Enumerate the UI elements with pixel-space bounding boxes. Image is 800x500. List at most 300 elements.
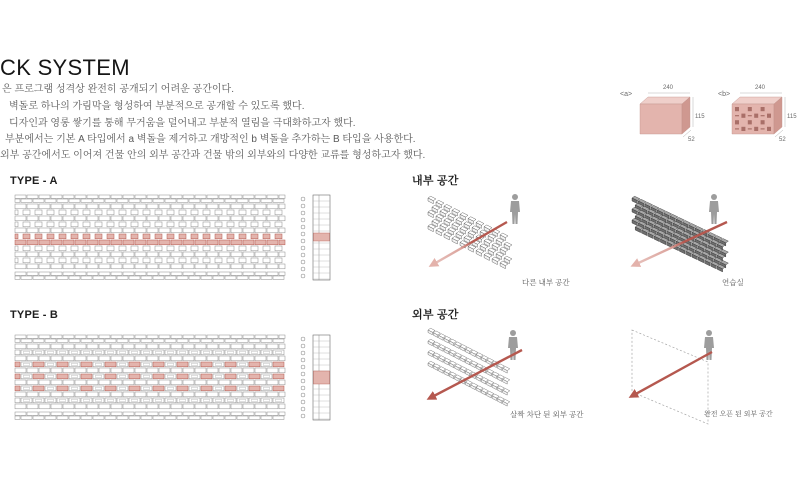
b-brick-highlight <box>273 374 284 379</box>
brick-b-slot <box>748 128 752 129</box>
a-brick <box>123 380 134 385</box>
a-brick <box>207 344 218 349</box>
a-brick <box>267 380 278 385</box>
a-brick-open-row <box>143 246 150 251</box>
course-brick <box>231 195 242 198</box>
brick-b-slot <box>735 128 739 129</box>
a-brick <box>159 264 170 269</box>
person-head <box>512 194 518 200</box>
a-brick-open-row <box>179 246 186 251</box>
a-brick <box>231 392 242 397</box>
a-brick <box>15 240 26 245</box>
a-brick <box>99 380 110 385</box>
a-brick <box>195 216 206 221</box>
section-highlight <box>314 233 330 241</box>
a-brick-open-row <box>59 246 66 251</box>
course-brick <box>33 199 44 202</box>
b-brick-lattice <box>165 362 176 367</box>
a-brick-open-row <box>239 234 246 239</box>
a-brick <box>51 228 62 233</box>
a-brick-open-row <box>239 222 246 227</box>
course-brick <box>255 412 266 415</box>
b-brick-highlight <box>249 362 260 367</box>
b-brick-lattice <box>189 350 200 355</box>
course-brick <box>267 335 278 338</box>
a-brick <box>219 356 230 361</box>
a-brick <box>39 228 50 233</box>
section-ring <box>301 400 305 404</box>
a-brick-open-row <box>191 258 198 263</box>
section-ring <box>301 232 305 236</box>
a-brick-open-row <box>215 246 222 251</box>
a-brick <box>231 252 242 257</box>
a-brick <box>147 356 158 361</box>
a-brick <box>207 392 218 397</box>
course-brick <box>15 339 20 342</box>
description-line: 은 프로그램 성격상 완전히 공개되기 어려운 공간이다. <box>2 84 234 95</box>
course-brick <box>15 199 20 202</box>
course-brick <box>45 276 56 279</box>
a-brick <box>183 216 194 221</box>
course-brick <box>15 195 26 198</box>
brick-b-hole <box>754 127 758 131</box>
course-brick <box>57 416 68 419</box>
a-brick <box>159 344 170 349</box>
a-brick <box>231 228 242 233</box>
a-brick-open-row <box>23 246 30 251</box>
course-brick <box>201 276 212 279</box>
a-brick <box>135 380 146 385</box>
a-brick-open-row <box>203 210 210 215</box>
course-brick <box>159 412 170 415</box>
a-brick-open-row <box>251 246 258 251</box>
course-brick <box>93 276 104 279</box>
a-brick <box>195 404 206 409</box>
a-brick <box>267 404 278 409</box>
a-brick <box>267 344 278 349</box>
course-brick <box>129 276 140 279</box>
course-brick <box>183 272 194 275</box>
course-brick <box>267 412 278 415</box>
a-brick-open-row <box>275 258 282 263</box>
a-brick <box>219 380 230 385</box>
section-ring <box>301 379 305 383</box>
a-brick-open-row <box>275 210 282 215</box>
a-brick <box>15 228 26 233</box>
a-brick <box>75 368 86 373</box>
b-brick-lattice <box>165 350 176 355</box>
a-brick-open-row <box>203 246 210 251</box>
interior-caption: 연습실 <box>722 278 744 287</box>
brick-b-hole <box>767 114 771 118</box>
a-brick <box>171 228 182 233</box>
course-brick <box>63 412 74 415</box>
a-brick <box>159 380 170 385</box>
a-brick <box>75 344 86 349</box>
b-brick-highlight <box>129 374 140 379</box>
b-brick-lattice <box>141 398 152 403</box>
a-brick <box>279 228 285 233</box>
course-brick <box>147 335 158 338</box>
section-ring <box>301 253 305 257</box>
b-brick-highlight <box>153 374 164 379</box>
b-brick-lattice <box>117 374 128 379</box>
a-brick <box>123 252 134 257</box>
a-brick <box>123 368 134 373</box>
a-brick <box>27 368 38 373</box>
a-brick <box>63 204 74 209</box>
course-brick <box>69 199 80 202</box>
a-brick <box>27 240 38 245</box>
course-brick <box>75 272 86 275</box>
b-brick-lattice <box>261 350 272 355</box>
section-ring <box>301 239 305 243</box>
a-brick <box>147 404 158 409</box>
b-brick-lattice <box>261 386 272 391</box>
a-brick <box>219 204 230 209</box>
b-brick-highlight <box>249 386 260 391</box>
a-brick <box>99 264 110 269</box>
a-brick <box>39 368 50 373</box>
course-brick <box>69 339 80 342</box>
a-brick-open-row <box>83 258 90 263</box>
a-brick <box>207 356 218 361</box>
b-brick-lattice <box>237 374 248 379</box>
b-brick-lattice <box>201 350 212 355</box>
brick-a-illustration <box>640 93 693 137</box>
a-brick-open-row <box>203 234 210 239</box>
course-brick <box>249 199 260 202</box>
a-brick <box>111 264 122 269</box>
section-ring <box>301 246 305 250</box>
a-brick <box>63 344 74 349</box>
b-brick-lattice <box>153 398 164 403</box>
course-brick <box>123 272 134 275</box>
a-brick <box>39 380 50 385</box>
a-brick <box>27 252 38 257</box>
course-brick <box>237 199 248 202</box>
type-b-elevation <box>15 335 285 419</box>
course-brick <box>231 412 242 415</box>
a-brick <box>207 368 218 373</box>
interior-heading: 내부 공간 <box>412 175 459 187</box>
course-brick <box>243 272 254 275</box>
course-brick <box>225 416 236 419</box>
a-brick <box>231 204 242 209</box>
section-ring <box>301 274 305 278</box>
a-brick <box>255 392 266 397</box>
b-brick-lattice <box>141 350 152 355</box>
a-brick <box>255 216 266 221</box>
a-brick-open-row <box>59 234 66 239</box>
course-brick <box>81 276 92 279</box>
a-brick-open-row <box>23 234 30 239</box>
course-brick <box>195 195 206 198</box>
a-brick <box>135 368 146 373</box>
a-brick <box>15 356 26 361</box>
course-brick <box>105 276 116 279</box>
a-brick <box>279 264 285 269</box>
a-brick <box>267 392 278 397</box>
a-brick <box>39 392 50 397</box>
a-brick <box>159 216 170 221</box>
a-brick <box>147 252 158 257</box>
course-brick <box>117 416 128 419</box>
brick-b-slot <box>761 115 765 116</box>
course-brick <box>255 272 266 275</box>
a-brick <box>147 228 158 233</box>
a-brick <box>15 380 26 385</box>
a-brick <box>183 392 194 397</box>
a-brick <box>111 228 122 233</box>
a-brick <box>111 344 122 349</box>
a-brick <box>207 228 218 233</box>
a-brick <box>51 204 62 209</box>
a-brick <box>207 204 218 209</box>
course-brick <box>165 416 176 419</box>
course-brick <box>195 412 206 415</box>
a-brick-open-row <box>203 258 210 263</box>
b-brick-lattice <box>81 350 92 355</box>
a-brick <box>15 252 26 257</box>
b-brick-lattice <box>81 398 92 403</box>
section-ring <box>301 393 305 397</box>
b-brick-highlight <box>15 386 20 391</box>
course-brick <box>81 339 92 342</box>
a-brick <box>87 216 98 221</box>
a-brick <box>171 380 182 385</box>
a-brick <box>147 392 158 397</box>
b-brick-lattice <box>189 362 200 367</box>
a-brick <box>255 252 266 257</box>
a-brick-open-row <box>71 222 78 227</box>
a-brick-open-row <box>263 234 270 239</box>
a-brick <box>123 204 134 209</box>
a-brick <box>51 240 62 245</box>
course-brick <box>99 335 110 338</box>
a-brick-open-row <box>119 234 126 239</box>
brick-b-hole <box>761 107 765 111</box>
a-brick <box>171 252 182 257</box>
a-brick <box>15 392 26 397</box>
b-brick-lattice <box>69 362 80 367</box>
a-brick <box>255 380 266 385</box>
b-brick-highlight <box>249 374 260 379</box>
b-brick-highlight <box>225 386 236 391</box>
a-brick <box>39 216 50 221</box>
a-brick <box>111 368 122 373</box>
course-brick <box>171 412 182 415</box>
interior-view-other-room <box>428 196 512 269</box>
brick-b-hole <box>735 107 739 111</box>
a-brick <box>75 380 86 385</box>
course-brick <box>27 195 38 198</box>
b-brick-lattice <box>33 398 44 403</box>
b-brick-lattice <box>213 374 224 379</box>
course-brick <box>243 335 254 338</box>
section-ring <box>301 372 305 376</box>
course-brick <box>207 272 218 275</box>
b-brick-lattice <box>129 350 140 355</box>
a-brick <box>87 228 98 233</box>
b-brick-lattice <box>69 386 80 391</box>
a-brick-open-row <box>215 222 222 227</box>
a-brick <box>27 216 38 221</box>
course-brick <box>51 335 62 338</box>
a-brick-open-row <box>35 258 42 263</box>
course-brick <box>237 339 248 342</box>
course-brick <box>159 272 170 275</box>
course-brick <box>225 276 236 279</box>
a-brick-open-row <box>263 222 270 227</box>
brick-b-hole <box>748 107 752 111</box>
a-brick-open-row <box>155 222 162 227</box>
a-brick <box>219 228 230 233</box>
course-brick <box>39 335 50 338</box>
course-brick <box>39 195 50 198</box>
a-brick <box>255 344 266 349</box>
section-ring <box>301 365 305 369</box>
a-brick <box>27 204 38 209</box>
course-brick <box>111 412 122 415</box>
a-brick-open-row <box>95 258 102 263</box>
a-brick <box>219 404 230 409</box>
b-brick-lattice <box>213 350 224 355</box>
brick-b-top-face <box>732 97 782 104</box>
a-brick <box>219 392 230 397</box>
a-brick <box>255 264 266 269</box>
b-brick-lattice <box>129 398 140 403</box>
b-brick-lattice <box>21 398 32 403</box>
type-a-heading: TYPE - A <box>10 175 58 187</box>
section-ring <box>301 351 305 355</box>
a-brick-open-row <box>191 246 198 251</box>
a-brick <box>171 344 182 349</box>
a-brick-open-row <box>83 234 90 239</box>
a-brick <box>231 356 242 361</box>
a-brick-open-row <box>15 258 18 263</box>
course-brick <box>141 276 152 279</box>
a-brick <box>123 344 134 349</box>
a-brick <box>171 368 182 373</box>
b-brick-lattice <box>15 398 20 403</box>
course-brick <box>51 412 62 415</box>
b-brick-highlight <box>57 374 68 379</box>
b-brick-lattice <box>273 398 284 403</box>
course-brick <box>189 199 200 202</box>
a-brick <box>207 264 218 269</box>
course-brick <box>87 335 98 338</box>
a-brick-open-row <box>239 246 246 251</box>
b-brick-lattice <box>261 398 272 403</box>
a-brick <box>183 356 194 361</box>
person-head <box>706 330 712 336</box>
b-brick-lattice <box>117 386 128 391</box>
a-brick <box>51 392 62 397</box>
a-brick <box>231 216 242 221</box>
course-brick <box>213 199 224 202</box>
brick-b-length: 240 <box>755 85 766 91</box>
course-brick <box>231 272 242 275</box>
a-brick-open-row <box>191 210 198 215</box>
a-brick <box>279 240 285 245</box>
a-brick <box>111 356 122 361</box>
a-brick <box>159 228 170 233</box>
a-brick <box>207 380 218 385</box>
a-brick-open-row <box>107 258 114 263</box>
course-brick <box>15 272 26 275</box>
course-brick <box>237 416 248 419</box>
a-brick-open-row <box>251 234 258 239</box>
a-brick-open-row <box>35 210 42 215</box>
a-brick <box>171 264 182 269</box>
a-brick <box>171 216 182 221</box>
b-brick-lattice <box>261 362 272 367</box>
brick-b-slot <box>735 115 739 116</box>
a-brick <box>159 252 170 257</box>
a-brick <box>75 216 86 221</box>
a-brick-open-row <box>71 234 78 239</box>
a-brick <box>231 368 242 373</box>
a-brick-open-row <box>263 246 270 251</box>
b-brick-lattice <box>213 362 224 367</box>
a-brick-open-row <box>203 222 210 227</box>
course-brick <box>153 416 164 419</box>
a-brick <box>195 368 206 373</box>
b-brick-highlight <box>57 362 68 367</box>
a-brick <box>135 392 146 397</box>
course-brick <box>189 276 200 279</box>
course-brick <box>189 416 200 419</box>
course-brick <box>93 339 104 342</box>
a-brick <box>207 252 218 257</box>
course-brick <box>237 276 248 279</box>
exterior-heading: 외부 공간 <box>412 309 459 321</box>
a-brick-open-row <box>275 222 282 227</box>
course-brick <box>255 195 266 198</box>
course-brick <box>129 199 140 202</box>
brick-b-hole <box>748 120 752 124</box>
course-brick <box>201 416 212 419</box>
course-brick <box>15 276 20 279</box>
a-brick <box>75 264 86 269</box>
course-brick <box>141 339 152 342</box>
b-brick-lattice <box>237 350 248 355</box>
a-brick <box>99 404 110 409</box>
a-brick <box>255 356 266 361</box>
flow-arrow <box>632 352 712 396</box>
course-brick <box>93 199 104 202</box>
a-brick-open-row <box>71 210 78 215</box>
a-brick <box>135 264 146 269</box>
a-brick-open-row <box>251 258 258 263</box>
a-brick <box>27 380 38 385</box>
section-ring <box>301 211 305 215</box>
a-brick <box>279 392 285 397</box>
course-brick <box>57 276 68 279</box>
a-brick-open-row <box>107 210 114 215</box>
b-brick-lattice <box>249 350 260 355</box>
brick-b-slot <box>761 128 765 129</box>
a-brick <box>243 252 254 257</box>
b-brick-lattice <box>93 386 104 391</box>
a-brick <box>39 344 50 349</box>
a-brick <box>195 228 206 233</box>
course-brick <box>75 412 86 415</box>
a-brick <box>159 368 170 373</box>
course-brick <box>267 195 278 198</box>
a-brick-open-row <box>15 210 18 215</box>
